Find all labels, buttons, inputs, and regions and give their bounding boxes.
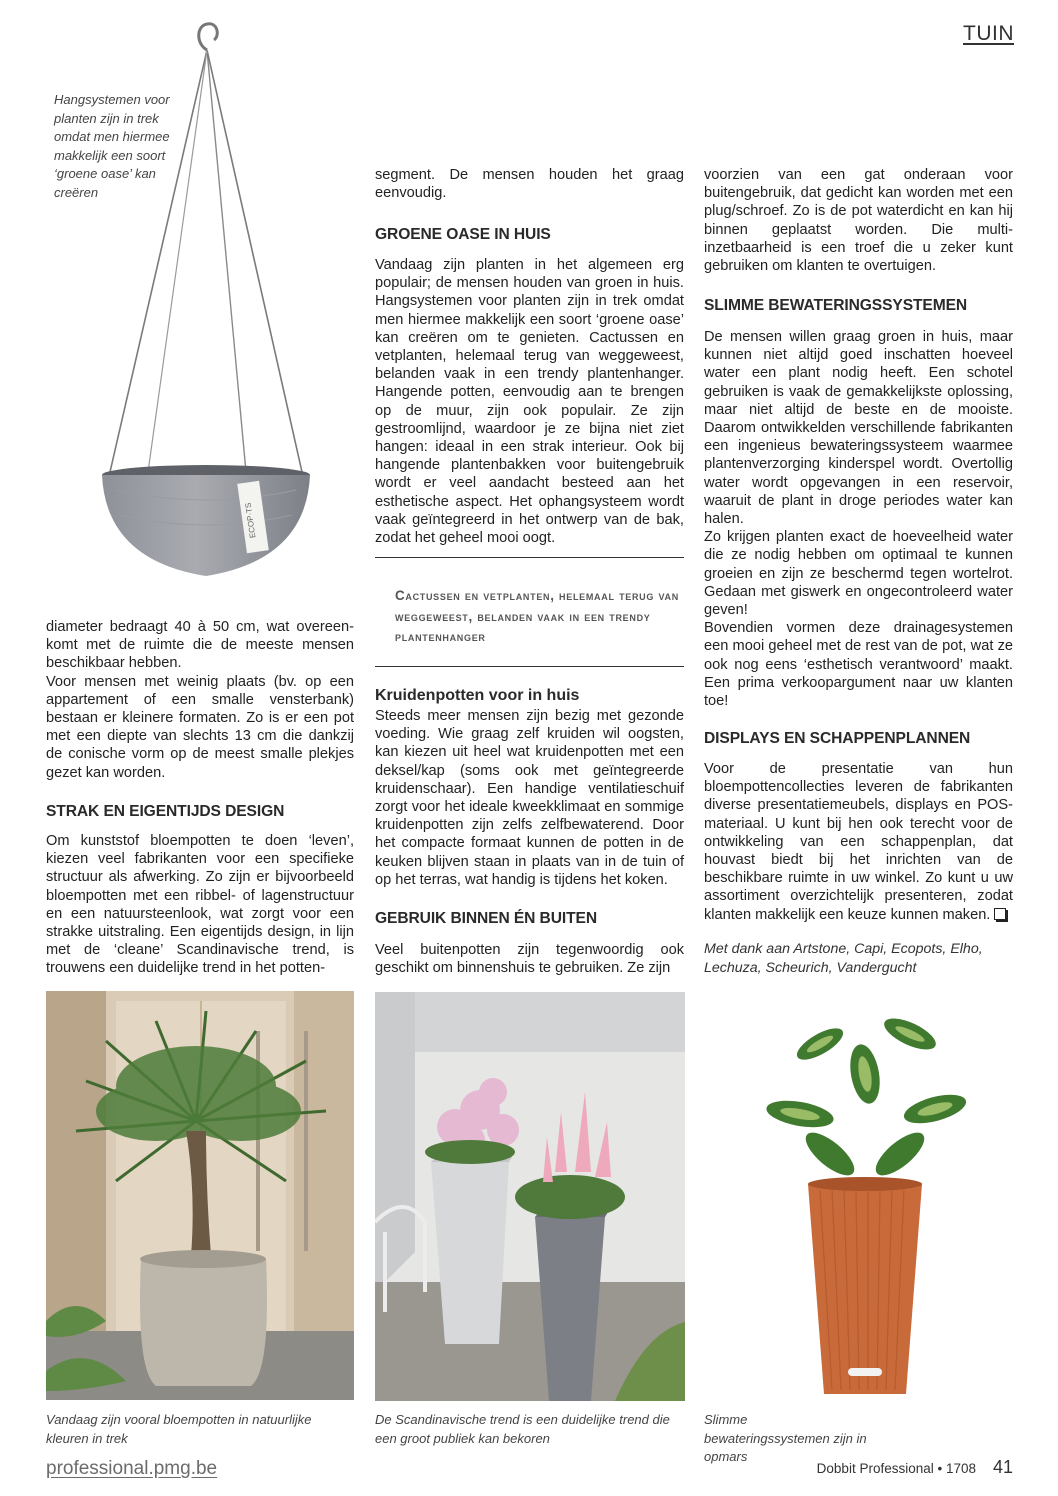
col2-para1: segment. De mensen houden het graag eenvoudig. <box>375 167 684 202</box>
col1-para3: Om kunststof bloempotten te doen ‘leven’, kiezen veel fabrikanten voor een specifieke structuur als afwerking. Zo zijn er bijvoorbeeld bloempotten met een ribbel- of lagenstructuur en een natuursteenlook, wat zorgt voor een strakke uitstraling. Een eigentijds design, in lijn met de ‘cleane’ Scandinavische trend, is trouwens een duidelijke trend in het potten- <box>46 833 354 977</box>
col2-para3: Steeds meer mensen zijn bezig met gezonde voeding. Wie graag zelf kruiden wil oogsten, kan kiezen uit heel wat kruidenpotten met een deksel/kap (soms ook met geïntegreerde kruidenschaar). Een handige ventilatieschuif zorgt voor het ideale kweekklimaat en sommige kruidenpotten zijn zelfs zelfbewaterend. Door het compacte formaat kunnen de potten in de keuken blijven staan in plaats van in de tuin of op het terras, wat handig is tijdens het koken. <box>375 708 684 888</box>
self-watering-pot-photo <box>760 1004 970 1396</box>
heading-strak-design: STRAK EN EIGENTIJDS DESIGN <box>46 803 285 820</box>
section-tag: TUIN <box>963 22 1014 45</box>
col3-para3: Zo krijgen planten exact de hoeveelheid water die ze nodig hebben om optimaal te kunnen groeien en zijn ze beschermd tegen wortelrot. Gedaan met giswerk en ongecontroleerd water geven! <box>704 529 1013 619</box>
caption-scandi: De Scandinavische trend is een duidelijke trend die een groot publiek kan bekoren <box>375 1412 670 1446</box>
credits: Met dank aan Artstone, Capi, Ecopots, Elho, Lechuza, Scheurich, Vandergucht <box>704 941 983 976</box>
end-mark-icon <box>994 908 1006 920</box>
col3-para2: De mensen willen graag groen in huis, maar kunnen niet altijd goed inschatten hoeveel water een plant nodig heeft. Een schotel gebruiken is vaak de gemakkelijkste oplossing, maar niet altijd de beste en de mooiste. Daarom ontwikkelden verschillende fabrikanten een ingenieus bewateringssysteem waarmee plantenverzorging kinderspel wordt. Overtollig water wordt opgevangen in een reservoir, waaruit de plant in droge periodes water kan halen. <box>704 329 1013 528</box>
col3-para5: Voor de presentatie van hun bloempottencollecties leveren de fabrikanten diverse presentatiemeubels, displays en POS-materiaal. U kunt bij hen ook terecht voor de ontwikkeling van een schappenplan, dat houvast biedt bij het inrichten van de beschikbare ruimte in uw winkel. Zo kunt u uw assortiment overzichtelijk presenteren, zodat klanten makkelijk een keuze kunnen maken. <box>704 761 1013 923</box>
pull-quote: Cactussen en vetplanten, helemaal terug van weggeweest, belanden vaak in een trendy plantenhanger <box>395 588 679 644</box>
heading-bewatering: SLIMME BEWATERINGSSYSTEMEN <box>704 297 968 314</box>
col1-para2: Voor mensen met weinig plaats (bv. op een appartement of een smalle vensterbank) bestaan er kleinere formaten. Zo is er een pot met een diepte van slechts 13 cm die dankzij de conische vorm op de meest smalle plekjes gezet kan worden. <box>46 673 354 781</box>
palm-pot-photo <box>46 991 354 1400</box>
heading-displays: DISPLAYS EN SCHAPPENPLANNEN <box>704 730 971 747</box>
quote-rule-top <box>375 557 684 558</box>
col2-para2: Vandaag zijn planten in het algemeen erg populair; de mensen houden van groen in huis. Hangsystemen voor planten zijn in trek omdat men hiermee makkelijk een soort ‘groene oase’ kan creëren om te genieten. Cactussen en vetplanten, helemaal terug van weggeweest, belanden vaak in een trendy plantenhanger. Hangende potten, eenvoudig aan te brengen op de muur, zijn ook populair. Ze zijn gestroomlijnd, waardoor je ze bijna niet ziet hangen: ideaal in een strak interieur. Ook bij hangende plantenbakken voor buitengebruik wordt er veel aandacht besteed aan het esthetische aspect. Het ophangsysteem wordt vaak geïntegreerd in het ontwerp van de bak, zodat het geheel mooi oogt. <box>375 257 684 547</box>
column-1-bottom <box>46 832 354 978</box>
heading-binnen-buiten: GEBRUIK BINNEN ÉN BUITEN <box>375 910 597 927</box>
col2-para4: Veel buitenpotten zijn tegenwoordig ook geschikt om binnenshuis te gebruiken. Ze zijn <box>375 942 684 977</box>
column-3-middle <box>704 328 1013 710</box>
col1-para1: diameter bedraagt 40 à 50 cm, wat overeen-komt met de ruimte die de meeste mensen beschikbaar hebben. <box>46 619 354 672</box>
heading-kruidenpotten: Kruidenpotten voor in huis <box>375 687 580 704</box>
pot-label-text: ECOP·TS <box>243 502 258 539</box>
column-1-top <box>46 618 354 782</box>
footer-magazine: Dobbit Professional • 1708 <box>816 1461 976 1476</box>
col3-para1: voorzien van een gat onderaan voor buitengebruik, dat gedicht kan worden met een plug/schroef. Zo is de pot waterdicht en kan hij binnen geplaatst worden. Die multi-inzetbaarheid is een troef die u zeker kunt gebruiken om klanten te overtuigen. <box>704 167 1013 275</box>
caption-hanger: Hangsystemen voor planten zijn in trek omdat men hiermee makkelijk een soort ‘groene oase’ kan creëren <box>54 92 170 200</box>
col3-para4: Bovendien vormen deze drainagesystemen een mooi geheel met de rest van de pot, wat ze ook nog eens ‘esthetisch verantwoord’ maakt. Een prima verkoopargument naar uw klanten toe! <box>704 620 1013 710</box>
caption-watering: Slimme bewateringssystemen zijn in opmars <box>704 1412 867 1464</box>
quote-rule-bottom <box>375 666 684 667</box>
scandi-pots-photo <box>375 992 685 1401</box>
heading-groene-oase: GROENE OASE IN HUIS <box>375 226 551 243</box>
footer-page-number: 41 <box>992 1457 1013 1477</box>
footer-site-link[interactable]: professional.pmg.be <box>46 1458 218 1479</box>
column-3-bottom <box>704 760 1013 924</box>
caption-palm: Vandaag zijn vooral bloempotten in natuurlijke kleuren in trek <box>46 1412 312 1446</box>
